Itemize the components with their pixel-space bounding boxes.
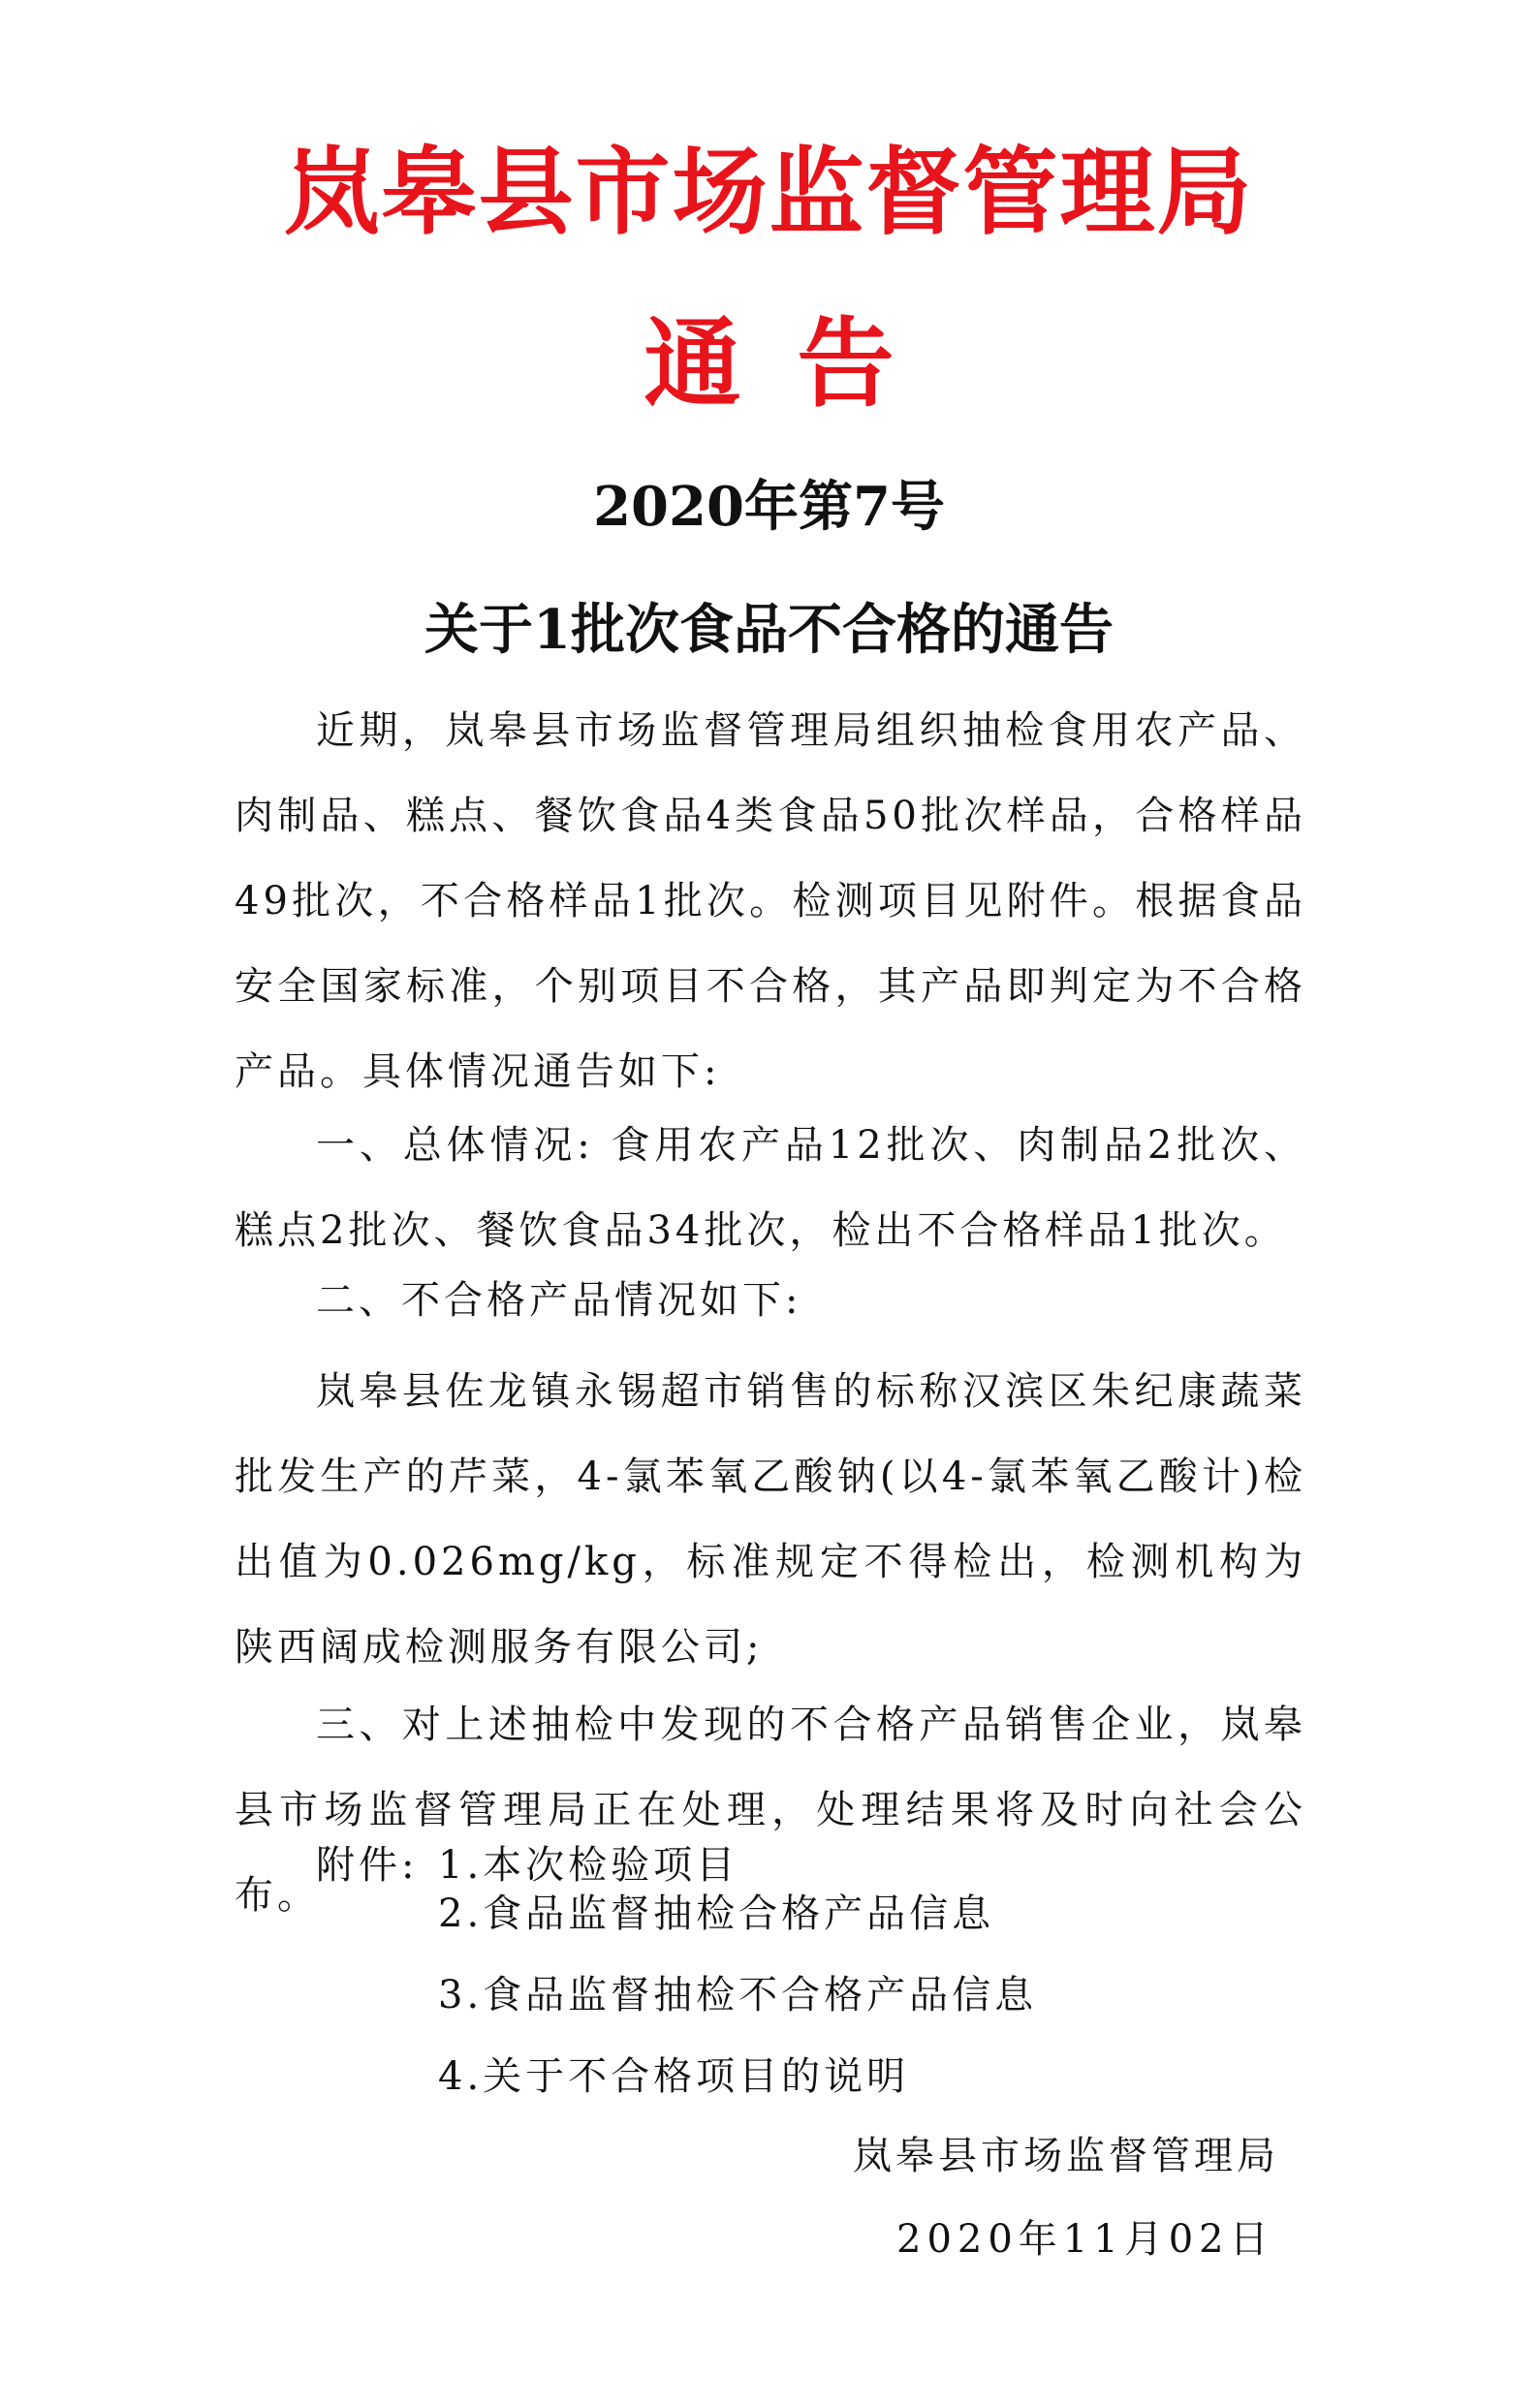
agency-title: 岚皋县市场监督管理局 (284, 137, 1254, 248)
intro-paragraph: 近期，岚皋县市场监督管理局组织抽检食用农产品、肉制品、糕点、餐饮食品4类食品50批次样品，合格样品49批次，不合格样品1批次。检测项目见附件。根据食品安全国家标准，个别项目不合格，其产品即判定为不合格产品。具体情况通告如下: (235, 708, 1306, 1094)
overall-situation-paragraph: 一、总体情况: 食用农产品12批次、肉制品2批次、糕点2批次、餐饮食品34批次，检出不合格样品1批次。 (235, 1123, 1306, 1253)
attachment-item: 3.食品监督抽检不合格产品信息 (438, 1973, 1038, 2017)
attachments-label: 附件: (316, 1843, 419, 1888)
doc-type-char-1: 通 (643, 306, 741, 421)
nonconforming-detail-paragraph: 岚皋县佐龙镇永锡超市销售的标称汉滨区朱纪康蔬菜批发生产的芹菜，4-氯苯氧乙酸钠(以4-氯苯氧乙酸计)检出值为0.026mg/kg，标准规定不得检出，检测机构为陕西阔成检测服务有限公司; (235, 1369, 1306, 1670)
attachment-item: 2.食品监督抽检合格产品信息 (438, 1892, 995, 1936)
section-3-paragraph: 三、对上述抽检中发现的不合格产品销售企业，岚皋县市场监督管理局正在处理，处理结果将及时向社会公布。 (235, 1703, 1306, 1918)
attachment-item: 1.本次检验项目 (438, 1843, 739, 1888)
document-type-title (0, 306, 1538, 421)
issuing-agency-signature: 岚皋县市场监督管理局 (853, 2134, 1279, 2178)
attachment-item: 4.关于不合格项目的说明 (438, 2054, 910, 2099)
issue-date: 2020年11月02日 (896, 2217, 1274, 2262)
document-number: 2020年第7号 (593, 475, 945, 539)
section-2-heading: 二、不合格产品情况如下: (316, 1278, 802, 1323)
doc-type-char-2: 告 (797, 306, 895, 421)
notice-subject: 关于1批次食品不合格的通告 (424, 598, 1114, 662)
